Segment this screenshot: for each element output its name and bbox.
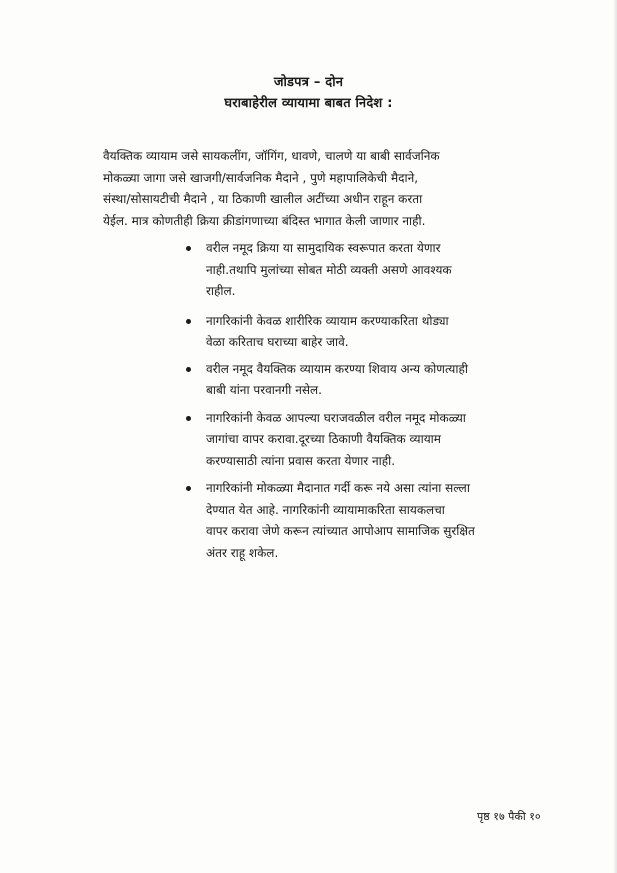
- intro-line: मोकळ्या जागा जसे खाजगी/सार्वजनिक मैदाने , पुणे महापालिकेची मैदाने,: [103, 170, 419, 185]
- list-item: [186, 238, 566, 303]
- list-item-line: जागांचा वापर करावा.दूरच्या ठिकाणी वैयक्तिक व्यायाम: [206, 432, 441, 446]
- intro-paragraph: [103, 146, 563, 232]
- intro-line: येईल. मात्र कोणतीही क्रिया क्रीडांगणाच्या बंदिस्त भागात केली जाणार नाही.: [103, 213, 426, 228]
- list-item-line: वरील नमूद वैयक्तिक व्यायाम करण्या शिवाय अन्य कोणत्याही: [206, 361, 468, 376]
- list-item-line: बाबी यांना परवानगी नसेल.: [206, 383, 322, 397]
- section-subheading: घराबाहेरील व्यायामा बाबत निदेश :: [224, 96, 393, 111]
- list-item-line: नागरिकांनी केवळ आपल्या घराजवळील वरील नमूद मोकळ्या: [206, 410, 466, 425]
- annexure-heading: जोडपत्र – दोन: [273, 75, 344, 90]
- list-item: [186, 478, 566, 564]
- list-item-line: राहील.: [206, 284, 236, 298]
- bullet-dot-icon: [186, 246, 191, 251]
- list-item-line: करण्यासाठी त्यांना प्रवास करता येणार नाही.: [206, 453, 396, 468]
- page-number: पृष्ठ १७ पैकी १०: [477, 810, 541, 823]
- list-item-line: वेळा करिताच घराच्या बाहेर जावे.: [206, 335, 349, 349]
- intro-line: वैयक्तिक व्यायाम जसे सायकलींग, जॉगिंग, धावणे, चालणे या बाबी सार्वजनिक: [103, 149, 440, 163]
- bullet-dot-icon: [186, 319, 191, 324]
- conditions-list: [186, 238, 566, 564]
- list-item-line: अंतर राहू शकेल.: [206, 545, 279, 560]
- list-item-line: नागरिकांनी केवळ शारीरिक व्यायाम करण्याकरिता थोड्या: [206, 313, 449, 328]
- list-item: [186, 311, 566, 354]
- bullet-dot-icon: [186, 367, 191, 372]
- list-item-line: नाही.तथापि मुलांच्या सोबत मोठी व्यक्ती असणे आवश्यक: [206, 262, 452, 277]
- bullet-dot-icon: [186, 416, 191, 421]
- list-item: [186, 359, 566, 402]
- bullet-dot-icon: [186, 486, 191, 491]
- intro-line: संस्था/सोसायटीची मैदाने , या ठिकाणी खालील अटींच्या अधीन राहून करता: [103, 192, 423, 206]
- list-item: [186, 408, 566, 473]
- list-item-line: नागरिकांनी मोकळ्या मैदानात गर्दी करू नये असा त्यांना सल्ला: [206, 481, 470, 495]
- list-item-line: वापर करावा जेणे करून त्यांच्यात आपोआप सामाजिक सुरक्षित: [206, 524, 475, 538]
- list-item-line: देण्यात येत आहे. नागरिकांनी व्यायामाकरिता सायकलचा: [206, 502, 445, 517]
- list-item-line: वरील नमूद क्रिया या सामुदायिक स्वरूपात करता येणार: [206, 241, 441, 255]
